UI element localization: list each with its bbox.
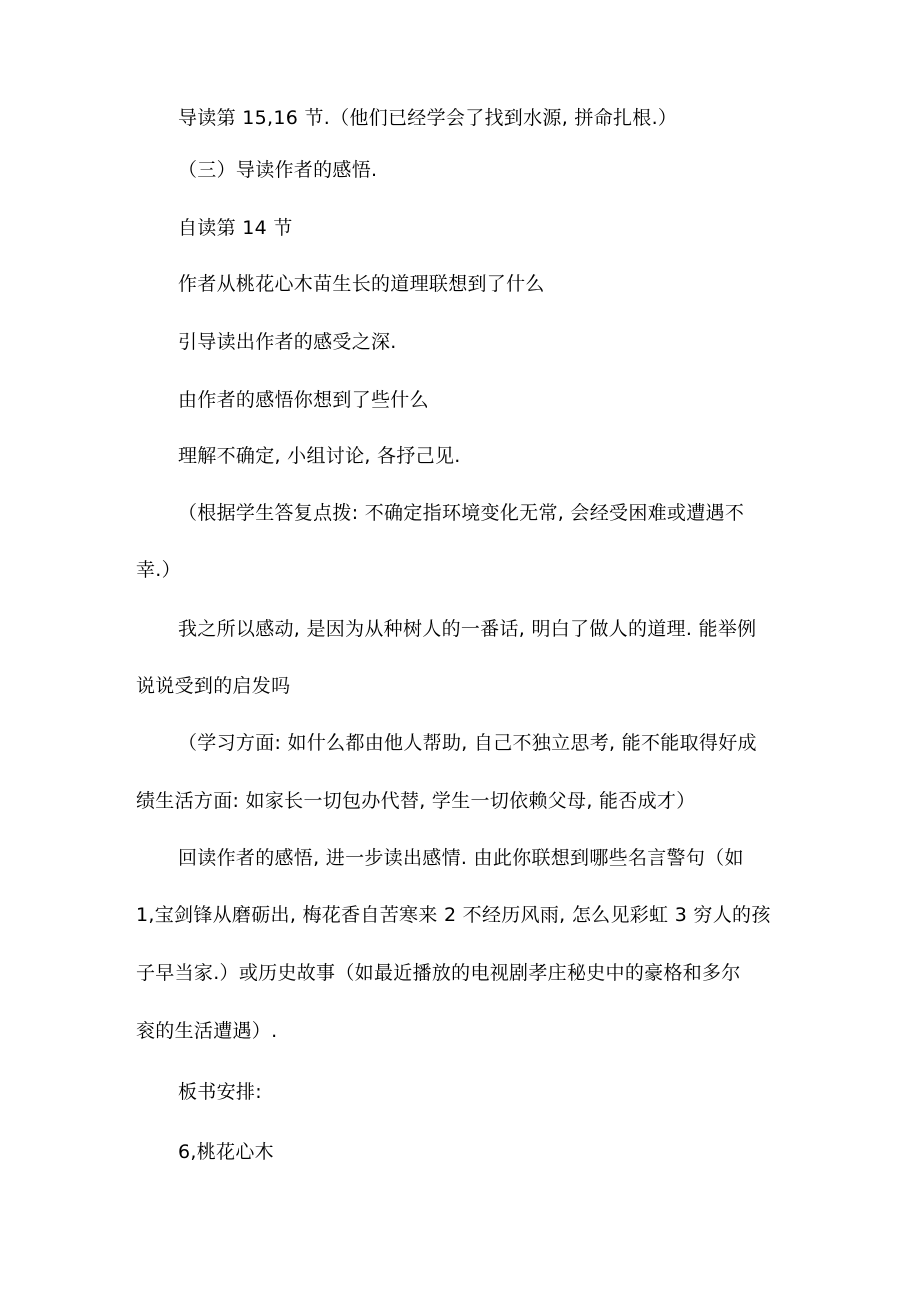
paragraph-line: 6,桃花心木: [178, 1141, 274, 1163]
paragraph-line: 导读第 15,16 节.（他们已经学会了找到水源, 拼命扎根.）: [178, 107, 678, 129]
paragraph-line: 回读作者的感悟, 进一步读出感情. 由此你联想到哪些名言警句（如: [178, 847, 744, 869]
paragraph-line: 我之所以感动, 是因为从种树人的一番话, 明白了做人的道理. 能举例: [178, 618, 757, 640]
section-heading: （三）导读作者的感悟.: [178, 159, 378, 181]
paragraph-line: 板书安排:: [178, 1081, 262, 1103]
paragraph-line: 自读第 14 节: [178, 217, 293, 239]
paragraph-line: 1,宝剑锋从磨砺出, 梅花香自苦寒来 2 不经历风雨, 怎么见彩虹 3 穷人的孩: [136, 904, 771, 926]
paragraph-line: （根据学生答复点拨: 不确定指环境变化无常, 会经受困难或遭遇不: [178, 502, 745, 524]
paragraph-line: 绩生活方面: 如家长一切包办代替, 学生一切依赖父母, 能否成才）: [136, 790, 696, 812]
paragraph-line: 衮的生活遭遇）.: [136, 1020, 278, 1042]
paragraph-line: 作者从桃花心木苗生长的道理联想到了什么: [178, 273, 545, 295]
paragraph-line: 说说受到的启发吗: [136, 675, 291, 697]
paragraph-line: 由作者的感悟你想到了些什么: [178, 389, 429, 411]
paragraph-line: 子早当家.）或历史故事（如最近播放的电视剧孝庄秘史中的豪格和多尔: [136, 962, 741, 984]
paragraph-line: 理解不确定, 小组讨论, 各抒己见.: [178, 445, 461, 467]
paragraph-line: （学习方面: 如什么都由他人帮助, 自己不独立思考, 能不能取得好成: [178, 732, 757, 754]
paragraph-line: 引导读出作者的感受之深.: [178, 331, 397, 353]
paragraph-line: 幸.）: [136, 559, 181, 581]
